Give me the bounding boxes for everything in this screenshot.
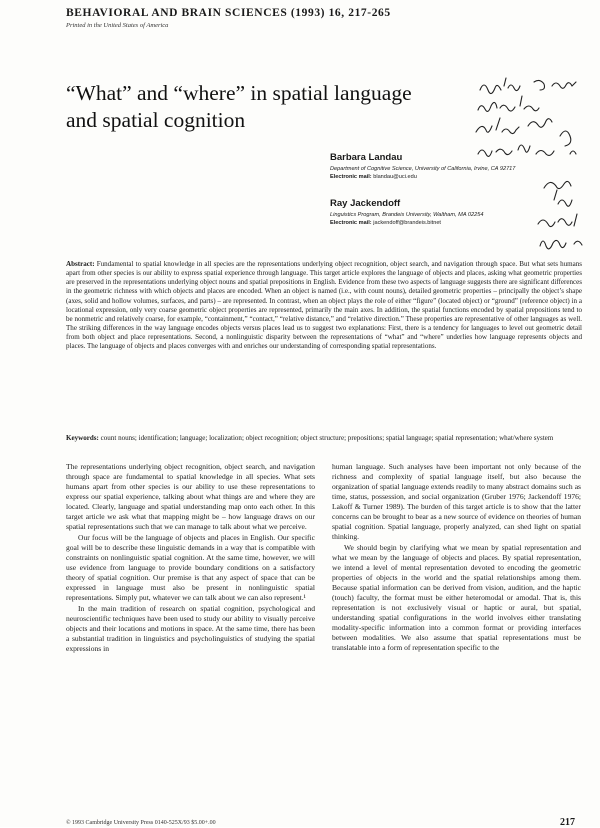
author-email: jackendoff@brandeis.bitnet bbox=[373, 220, 441, 226]
page-number: 217 bbox=[560, 817, 575, 828]
body-paragraph: Our focus will be the language of objects and places in English. Our specific goal will be to describe these linguistic demands in a way that is compatible with constraints on nonlinguistic spatial cognition. At the same time, however, we will use evidence from language to provide boundary conditions on a satisfactory theory of spatial cognition. Our premise is that any aspect of space that can be expressed in language must also be present in nonlinguistic spatial representations. Simply put, whatever we can talk about we can also represent.¹ bbox=[66, 533, 315, 602]
email-label: Electronic mail: bbox=[330, 174, 372, 180]
printed-note: Printed in the United States of America bbox=[66, 22, 169, 29]
keywords bbox=[66, 434, 582, 443]
journal-header: BEHAVIORAL AND BRAIN SCIENCES (1993) 16, 217-265 bbox=[66, 7, 391, 19]
handwritten-annotation bbox=[474, 76, 594, 256]
article-title: “What” and “where” in spatial language and spatial cognition bbox=[66, 81, 412, 132]
body-column-left bbox=[66, 462, 315, 655]
email-label: Electronic mail: bbox=[330, 220, 372, 226]
body-column-right bbox=[332, 462, 581, 654]
author-name: Ray Jackendoff bbox=[330, 198, 401, 209]
body-paragraph: We should begin by clarifying what we mean by spatial representation and what we mean by the language of objects and places. By spatial representation, we intend a level of mental representation devoted to encoding the geometric properties of objects in the world and the spatial relationships among them. Because spatial information can be derived from vision, audition, and the haptic (touch) faculty, the format must be either heteromodal or amodal. That is, this representation is not exclusively visual or haptic or aural, but spatial, understanding spatial configurations in the world involves either translating modality-specific information into a common format or providing interfaces between modalities. We also assume that spatial representations must be translatable into a form of representation specific to the bbox=[332, 543, 581, 652]
body-paragraph: The representations underlying object recognition, object search, and navigation through space are fundamental to spatial knowledge in all species. What sets humans apart from other species is our ability to use these representations to express our spatial experience, talking about what things are and where they are located. Clearly, language and spatial understanding map onto each other. In this target article we ask what that mapping might be – how language draws on our spatial representations such that we can manage to talk about what we perceive. bbox=[66, 462, 315, 531]
abstract-text: Fundamental to spatial knowledge in all species are the representations underlying object recognition, object search, and navigation through space. But what sets humans apart from other species is our ability to express spatial experience through language. This target article explores the language of objects and places, asking what geometric properties are preserved in the representations underlying object nouns and spatial prepositions in English. Evidence from these two aspects of language suggests there are significant differences in the geometric richness with which objects and places are encoded. When an object is named (i.e., with count nouns), detailed geometric properties – principally the object’s shape (axes, solid and hollow volumes, surfaces, and parts) – are represented. In contrast, when an object plays the role of either “figure” (located object) or “ground” (reference object) in a locational expression, only very coarse geometric object properties are represented, primarily the main axes. In addition, the spatial functions encoded by spatial prepositions tend to be nonmetric and relatively coarse, for example, “containment,” “contact,” “relative distance,” and “relative direction.” These properties are representative of other languages as well. The striking differences in the way language encodes objects versus places lead us to suggest two explanations: First, there is a tendency for languages to level out geometric detail from both object and place representations. Second, a nonlinguistic disparity between the representations of “what” and “where” underlies how language represents objects and places. The language of objects and places converges with and enriches our understanding of corresponding spatial representations. bbox=[66, 260, 583, 351]
copyright-footer: © 1993 Cambridge University Press 0140-525X/93 $5.00+.00 bbox=[66, 820, 216, 826]
abstract-label: Abstract: bbox=[66, 260, 95, 268]
body-paragraph: In the main tradition of research on spatial cognition, psychological and neuroscientific techniques have been used to study our ability to visually perceive objects and their locations and motions in space. At the same time, there has been a substantial tradition in linguistics and psycholinguistics of studying the spatial expressions in bbox=[66, 604, 315, 653]
author-name: Barbara Landau bbox=[330, 152, 403, 163]
keywords-text: count nouns; identification; language; localization; object recognition; object structure; prepositions; spatial language; spatial representation; what/where system bbox=[100, 434, 554, 442]
keywords-label: Keywords: bbox=[66, 434, 99, 442]
author-email: blandau@uci.edu bbox=[373, 174, 417, 180]
body-paragraph: human language. Such analyses have been important not only because of the richness and complexity of spatial language itself, but also because the organization of spatial language extends readily to many abstract domains such as time, status, possession, and social organization (Gruber 1976; Jackendoff 1976; Lakoff & Turner 1989). The burden of this target article is to show that the latter concerns can be brought to bear as a new source of evidence on theories of human spatial cognition. Spatial language, properly analyzed, can shed light on spatial thinking. bbox=[332, 462, 581, 541]
author-affiliation: Linguistics Program, Brandeis University, Waltham, MA 02254 bbox=[330, 212, 484, 218]
author-affiliation: Department of Cognitive Science, University of California, Irvine, CA 92717 bbox=[330, 166, 516, 172]
abstract bbox=[66, 260, 582, 352]
